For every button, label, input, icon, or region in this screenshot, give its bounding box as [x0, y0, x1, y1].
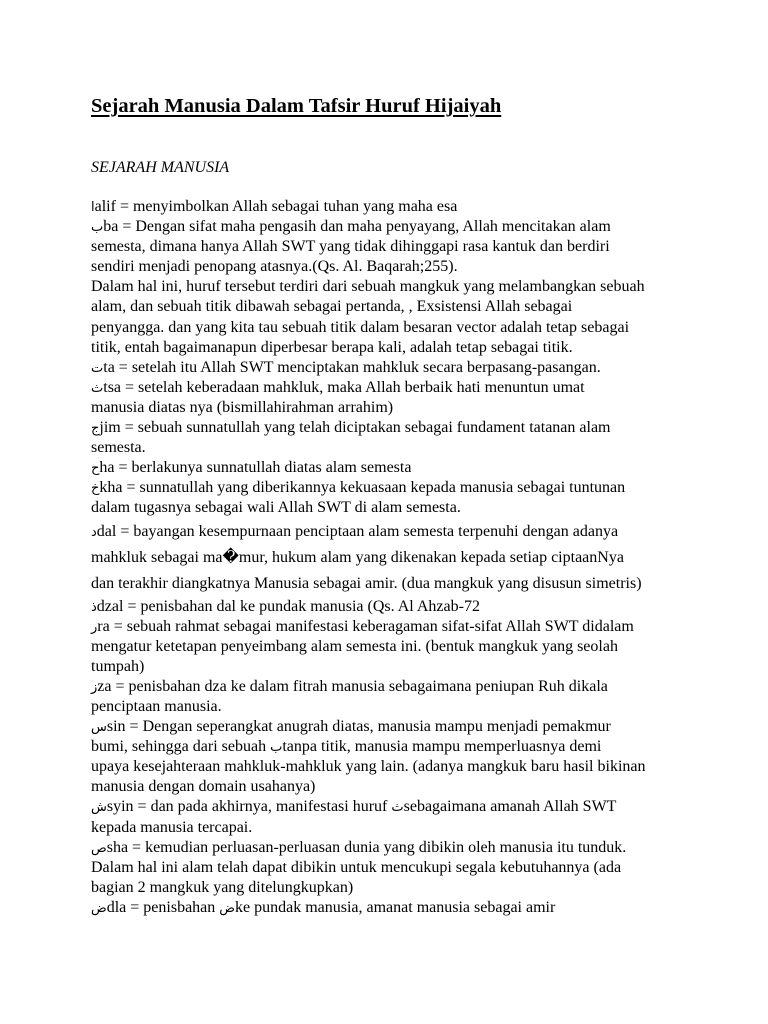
text-line: [91, 478, 731, 498]
arabic-letter: ث: [91, 380, 104, 396]
line-text: dalam tugasnya sebagai wali Allah SWT di alam semesta.: [91, 499, 461, 517]
line-text: manusia diatas nya (bismillahirahman arrahim): [91, 398, 394, 416]
line-text: alif = menyimbolkan Allah sebagai tuhan yang maha esa: [94, 198, 458, 215]
arabic-letter: ص: [91, 840, 107, 856]
line-text: syin = dan pada akhirnya, manifestasi huruf: [106, 798, 388, 816]
line-text: ke pundak manusia, amanat manusia sebagai amir: [234, 898, 556, 916]
line-text: manusia dengan domain usahanya): [91, 778, 316, 796]
text-line: [91, 398, 731, 418]
line-text: ha = berlakunya sunnatullah diatas alam semesta: [99, 459, 412, 477]
line-text: kepada manusia tercapai.: [91, 818, 253, 836]
document-body: [91, 197, 731, 918]
line-text: upaya kesejahteraan mahkluk-mahkluk yang lain. (adanya mangkuk baru hasil bikinan: [91, 758, 646, 776]
arabic-letter: ش: [91, 800, 107, 816]
text-line: [91, 217, 731, 237]
line-text: sendiri menjadi penopang atasnya.(Qs. Al. Baqarah;255).: [91, 258, 458, 276]
line-text: sin = Dengan seperangkat anugrah diatas, manusia mampu menjadi pemakmur: [106, 718, 611, 736]
text-line: [91, 237, 731, 257]
arabic-letter: ض: [219, 900, 235, 916]
line-text: kha = sunnatullah yang diberikannya kekuasaan kepada manusia sebagai tuntunan: [99, 479, 626, 497]
line-text: mahkluk sebagai ma�mur, hukum alam yang dikenakan kepada setiap ciptaanNya: [91, 548, 624, 566]
text-line: [91, 418, 731, 438]
text-line: [91, 338, 731, 358]
arabic-letter: ب: [270, 740, 283, 756]
line-text: bumi, sehingga dari sebuah: [91, 738, 267, 756]
text-line: [91, 717, 731, 737]
arabic-letter: ذ: [91, 599, 97, 615]
arabic-letter: خ: [91, 481, 100, 497]
line-text: ta = setelah itu Allah SWT menciptakan mahkluk secara berpasang-pasangan.: [103, 358, 601, 376]
text-line: [91, 757, 731, 777]
line-text: Dalam hal ini alam telah dapat dibikin untuk mencukupi segala kebutuhannya (ada: [91, 858, 622, 876]
text-line: [91, 458, 731, 478]
text-line: [91, 657, 731, 677]
line-text: jim = sebuah sunnatullah yang telah diciptakan sebagai fundament tatanan alam: [99, 419, 611, 437]
text-line: [91, 878, 731, 898]
section-heading: SEJARAH MANUSIA: [91, 159, 230, 176]
line-text: dzal = penisbahan dal ke pundak manusia (Qs. Al Ahzab-72: [96, 597, 480, 615]
text-line: [91, 637, 731, 657]
arabic-letter: ز: [91, 679, 98, 695]
arabic-letter: ت: [91, 360, 104, 376]
text-line: [91, 545, 731, 571]
text-line: [91, 571, 731, 597]
line-text: dla = penisbahan: [106, 898, 216, 916]
text-line: [91, 438, 731, 458]
line-text: alam, dan sebuah titik dibawah sebagai pertanda, , Exsistensi Allah sebagai: [91, 298, 573, 316]
text-line: [91, 519, 731, 545]
arabic-letter: ض: [91, 900, 107, 916]
text-line: [91, 197, 731, 217]
line-text: Dalam hal ini, huruf tersebut terdiri dari sebuah mangkuk yang melambangkan sebuah: [91, 278, 645, 296]
line-text: bagian 2 mangkuk yang ditelungkupkan): [91, 878, 354, 896]
arabic-letter: س: [91, 720, 107, 736]
text-line: [91, 898, 731, 918]
line-text: penyangga. dan yang kita tau sebuah titik dalam besaran vector adalah tetap sebagai: [91, 318, 630, 336]
arabic-letter: ر: [91, 619, 98, 635]
arabic-letter: ح: [91, 461, 100, 477]
text-line: [91, 597, 731, 617]
text-line: [91, 617, 731, 637]
text-line: [91, 378, 731, 398]
line-text: mengatur ketetapan penyeimbang alam semesta ini. (bentuk mangkuk yang seolah: [91, 637, 618, 655]
text-line: [91, 697, 731, 717]
line-text: sebagaimana amanah Allah SWT: [403, 798, 617, 816]
text-line: [91, 818, 731, 838]
line-text: dal = bayangan kesempurnaan penciptaan alam semesta terpenuhi dengan adanya: [96, 522, 619, 540]
line-text: tanpa titik, manusia mampu memperluasnya demi: [282, 738, 602, 756]
arabic-letter: ث: [391, 800, 404, 816]
text-line: [91, 838, 731, 858]
arabic-letter: ا: [91, 200, 95, 215]
text-line: [91, 358, 731, 378]
text-line: [91, 318, 731, 338]
line-text: tumpah): [91, 657, 145, 675]
line-text: sha = kemudian perluasan-perluasan dunia yang dibikin oleh manusia itu tunduk.: [106, 838, 627, 856]
text-line: [91, 257, 731, 277]
text-line: [91, 498, 731, 518]
text-line: [91, 277, 731, 297]
line-text: tsa = setelah keberadaan mahkluk, maka Allah berbaik hati menuntun umat: [103, 378, 585, 396]
line-text: za = penisbahan dza ke dalam fitrah manusia sebagaimana peniupan Ruh dikala: [97, 677, 608, 695]
text-line: [91, 737, 731, 757]
arabic-letter: ب: [91, 220, 104, 236]
arabic-letter: ج: [91, 421, 100, 437]
line-text: penciptaan manusia.: [91, 697, 222, 715]
line-text: titik, entah bagaimanapun diperbesar berapa kali, adalah tetap sebagai titik.: [91, 338, 573, 356]
line-text: semesta.: [91, 439, 146, 457]
line-text: semesta, dimana hanya Allah SWT yang tidak dihinggapi rasa kantuk dan berdiri: [91, 238, 610, 256]
text-line: [91, 677, 731, 697]
text-line: [91, 797, 731, 817]
text-line: [91, 777, 731, 797]
line-text: ba = Dengan sifat maha pengasih dan maha penyayang, Allah mencitakan alam: [103, 218, 611, 236]
text-line: [91, 297, 731, 317]
arabic-letter: د: [91, 524, 97, 540]
line-text: ra = sebuah rahmat sebagai manifestasi keberagaman sifat-sifat Allah SWT didalam: [97, 617, 634, 635]
document-title: Sejarah Manusia Dalam Tafsir Huruf Hijaiyah: [91, 95, 502, 117]
text-line: [91, 858, 731, 878]
line-text: dan terakhir diangkatnya Manusia sebagai amir. (dua mangkuk yang disusun simetris): [91, 574, 642, 592]
